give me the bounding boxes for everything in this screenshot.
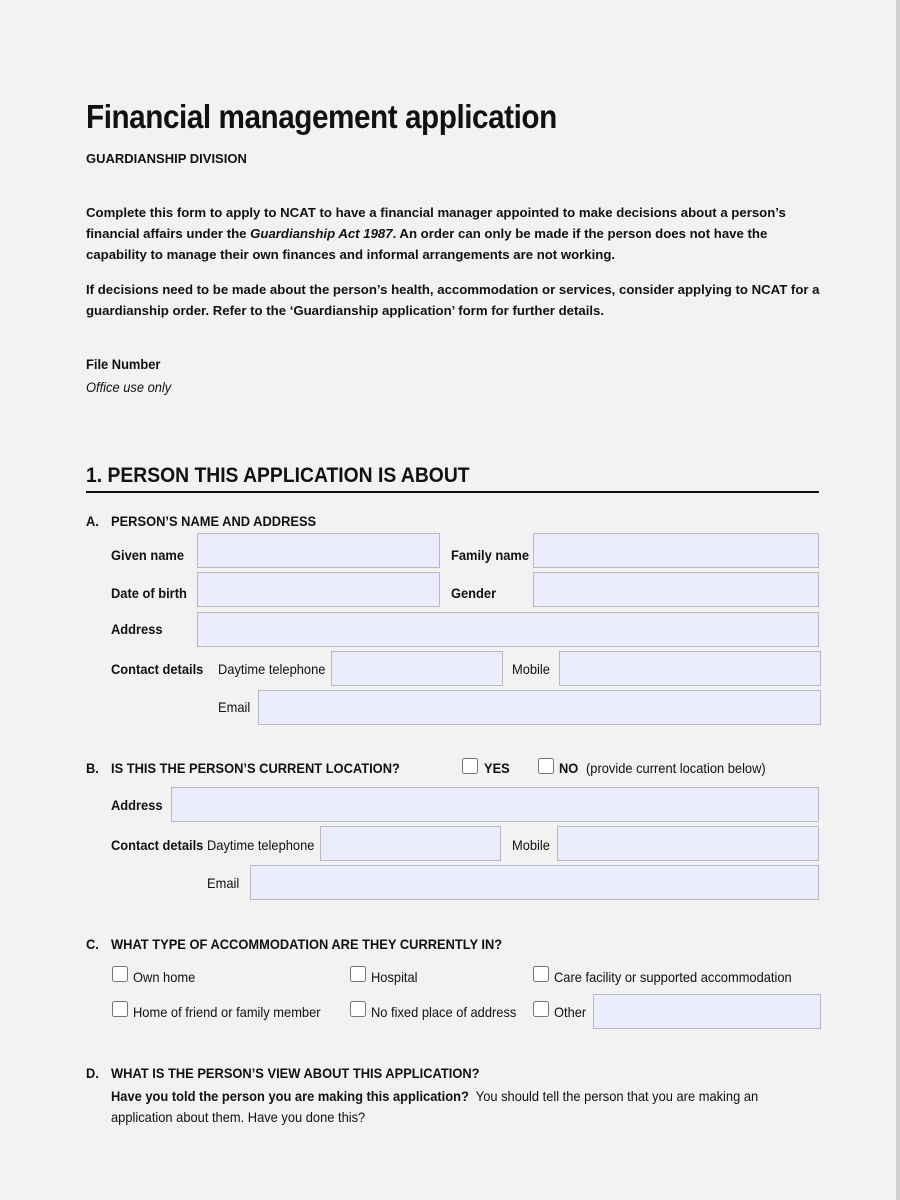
no-label: NO — [559, 760, 579, 776]
gender-field[interactable] — [533, 572, 819, 607]
office-use-note: Office use only — [86, 379, 172, 395]
question-rest: You should tell the person that you are making an — [475, 1088, 759, 1104]
current-daytime-label: Daytime telephone — [207, 837, 315, 853]
intro-text-cont: . An order can only be made if the person does not have the capability to manage their own finances and informal arrangements are not working. — [86, 226, 768, 262]
address-label: Address — [111, 621, 163, 637]
email-label: Email — [218, 699, 251, 715]
section-a-heading: PERSON’S NAME AND ADDRESS — [111, 513, 317, 529]
current-daytime-field[interactable] — [320, 826, 501, 861]
daytime-telephone-field[interactable] — [331, 651, 503, 686]
current-contact-label: Contact details — [111, 837, 204, 853]
current-mobile-field[interactable] — [557, 826, 819, 861]
no-note: (provide current location below) — [586, 760, 766, 776]
mobile-field[interactable] — [559, 651, 821, 686]
current-address-label: Address — [111, 797, 163, 813]
hospital-checkbox[interactable] — [350, 965, 366, 983]
own-home-label: Own home — [133, 969, 196, 985]
section-c-heading: WHAT TYPE OF ACCOMMODATION ARE THEY CURRENTLY IN? — [111, 936, 503, 952]
dob-label: Date of birth — [111, 585, 187, 601]
file-number-label: File Number — [86, 356, 161, 372]
given-name-field[interactable] — [197, 533, 440, 568]
current-address-field[interactable] — [171, 787, 819, 822]
section-d-question — [111, 1088, 758, 1104]
question-bold: Have you told the person you are making this application? — [111, 1088, 469, 1104]
no-checkbox[interactable] — [538, 757, 554, 775]
given-name-label: Given name — [111, 547, 185, 563]
section-c-letter: C. — [86, 936, 99, 952]
page-title: Financial management application — [86, 98, 557, 135]
section-d-question-line2: application about them. Have you done this? — [111, 1109, 366, 1125]
intro-paragraph-1 — [86, 202, 826, 265]
contact-details-label: Contact details — [111, 661, 204, 677]
division-label: GUARDIANSHIP DIVISION — [86, 151, 247, 166]
hospital-label: Hospital — [371, 969, 418, 985]
section-b-heading: IS THIS THE PERSON’S CURRENT LOCATION? — [111, 760, 400, 776]
email-field[interactable] — [258, 690, 821, 725]
section-d-heading: WHAT IS THE PERSON’S VIEW ABOUT THIS APPLICATION? — [111, 1065, 480, 1081]
current-email-label: Email — [207, 875, 240, 891]
mobile-label: Mobile — [512, 661, 550, 677]
section-1-title: 1. PERSON THIS APPLICATION IS ABOUT — [86, 464, 470, 487]
intro-text: Complete this form to apply to NCAT to have a financial manager appointed to make decisions about a person’s financial affairs under the — [86, 205, 786, 241]
dob-field[interactable] — [197, 572, 440, 607]
current-mobile-label: Mobile — [512, 837, 550, 853]
section-b-letter: B. — [86, 760, 99, 776]
section-a-letter: A. — [86, 513, 99, 529]
act-name: Guardianship Act 1987 — [250, 226, 393, 241]
other-field[interactable] — [593, 994, 821, 1029]
no-fixed-address-label: No fixed place of address — [371, 1004, 517, 1020]
current-email-field[interactable] — [250, 865, 819, 900]
care-facility-label: Care facility or supported accommodation — [554, 969, 792, 985]
yes-checkbox[interactable] — [462, 757, 478, 775]
other-checkbox[interactable] — [533, 1000, 549, 1018]
other-label: Other — [554, 1004, 587, 1020]
section-divider — [86, 491, 819, 493]
friend-family-home-label: Home of friend or family member — [133, 1004, 321, 1020]
section-d-letter: D. — [86, 1065, 99, 1081]
no-fixed-address-checkbox[interactable] — [350, 1000, 366, 1018]
family-name-field[interactable] — [533, 533, 819, 568]
own-home-checkbox[interactable] — [112, 965, 128, 983]
address-field[interactable] — [197, 612, 819, 647]
intro-paragraph-2: If decisions need to be made about the person’s health, accommodation or services, consider applying to NCAT for a guardianship order. Refer to the ‘Guardianship application’ form for further details. — [86, 282, 820, 318]
page-edge — [896, 0, 900, 1200]
care-facility-checkbox[interactable] — [533, 965, 549, 983]
daytime-telephone-label: Daytime telephone — [218, 661, 326, 677]
yes-label: YES — [484, 760, 510, 776]
family-name-label: Family name — [451, 547, 530, 563]
friend-family-home-checkbox[interactable] — [112, 1000, 128, 1018]
gender-label: Gender — [451, 585, 497, 601]
